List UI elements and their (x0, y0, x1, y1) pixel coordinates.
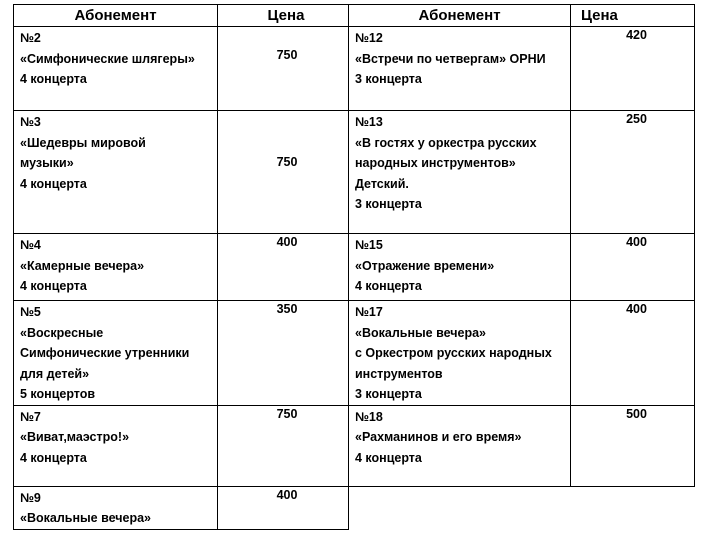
price-value: 250 (626, 112, 647, 126)
header-left-subscription: Абонемент (14, 5, 218, 27)
price-value: 500 (626, 406, 647, 421)
subscription-cell (14, 27, 218, 111)
price-cell (218, 301, 349, 406)
subscription-title: «Рахманинов и его время» (355, 430, 522, 444)
table-row (14, 234, 695, 301)
subscription-concerts: 3 концерта (355, 387, 422, 401)
subscription-concerts: 4 концерта (355, 279, 422, 293)
subscription-cell (14, 301, 218, 406)
subscription-number: №4 (20, 238, 41, 252)
price-cell (571, 301, 695, 406)
subscription-number: №13 (355, 115, 383, 129)
subscription-cell (349, 111, 571, 234)
price-value: 750 (276, 48, 298, 62)
subscription-concerts: 4 концерта (20, 176, 87, 191)
subscription-title: «Вокальные вечера» (20, 511, 152, 525)
subscription-note: инструментов (355, 366, 443, 381)
price-cell (571, 111, 695, 234)
table-row (14, 301, 695, 406)
subscription-number: №12 (355, 31, 383, 45)
subscription-number: №18 (355, 409, 383, 424)
subscription-title: «Камерные вечера» (20, 258, 145, 273)
price-cell (218, 486, 349, 529)
subscription-number: №17 (355, 305, 383, 319)
header-left-price: Цена (218, 5, 349, 27)
subscription-title: «Симфонические шлягеры» (20, 51, 195, 66)
subscription-cell (349, 405, 571, 486)
subscription-title: народных инструментов» (355, 156, 516, 170)
header-row (14, 5, 695, 27)
subscription-number: №5 (20, 305, 41, 319)
subscription-cell (14, 111, 218, 234)
subscription-number: №9 (20, 490, 41, 505)
price-value: 350 (276, 302, 298, 316)
table-row (14, 405, 695, 486)
subscription-title: для детей» (20, 366, 90, 381)
subscription-cell (349, 27, 571, 111)
price-value: 400 (626, 302, 647, 316)
subscription-number: №2 (20, 31, 41, 45)
header-right-price: Цена (571, 5, 695, 27)
table-row (14, 27, 695, 111)
subscription-number: №7 (20, 409, 41, 424)
subscriptions-table (13, 4, 695, 530)
header-right-subscription: Абонемент (349, 5, 571, 27)
subscription-title: «Воскресные (20, 325, 104, 340)
subscription-title: Симфонические утренники (20, 346, 190, 360)
table-row (14, 486, 695, 529)
price-value: 400 (276, 487, 298, 502)
subscription-cell (349, 301, 571, 406)
subscription-title: «Шедевры мировой (20, 135, 146, 150)
subscription-title: «Виват,маэстро!» (20, 430, 130, 444)
subscription-note: с Оркестром русских народных (355, 346, 552, 360)
price-cell (218, 405, 349, 486)
subscription-cell (349, 234, 571, 301)
subscription-cell (14, 234, 218, 301)
price-value: 400 (276, 235, 298, 249)
subscription-cell (14, 486, 218, 529)
subscription-number: №15 (355, 238, 383, 252)
subscription-concerts: 5 концертов (20, 387, 96, 401)
subscription-cell (14, 405, 218, 486)
subscription-concerts: 3 концерта (355, 72, 422, 86)
empty-cell (349, 486, 695, 529)
price-value: 400 (626, 235, 647, 249)
price-value: 420 (626, 28, 647, 42)
subscription-title: «Встречи по четвергам» ОРНИ (355, 51, 546, 66)
subscription-concerts: 4 концерта (20, 279, 87, 293)
subscription-title: «Вокальные вечера» (355, 325, 487, 340)
price-cell (218, 234, 349, 301)
subscription-title: «В гостях у оркестра русских (355, 135, 537, 150)
subscription-concerts: 4 концерта (20, 72, 87, 86)
subscription-title: «Отражение времени» (355, 258, 495, 273)
price-cell (218, 111, 349, 234)
subscription-title: музыки» (20, 156, 74, 170)
price-value: 750 (276, 155, 298, 169)
subscription-concerts: 3 концерта (355, 197, 422, 211)
price-cell (571, 405, 695, 486)
subscription-note: Детский. (355, 176, 409, 191)
subscription-concerts: 4 концерта (355, 450, 422, 465)
price-cell (571, 234, 695, 301)
price-cell (571, 27, 695, 111)
subscription-number: №3 (20, 115, 41, 129)
table-row (14, 111, 695, 234)
price-value: 750 (276, 406, 298, 421)
price-cell (218, 27, 349, 111)
subscription-concerts: 4 концерта (20, 450, 87, 465)
